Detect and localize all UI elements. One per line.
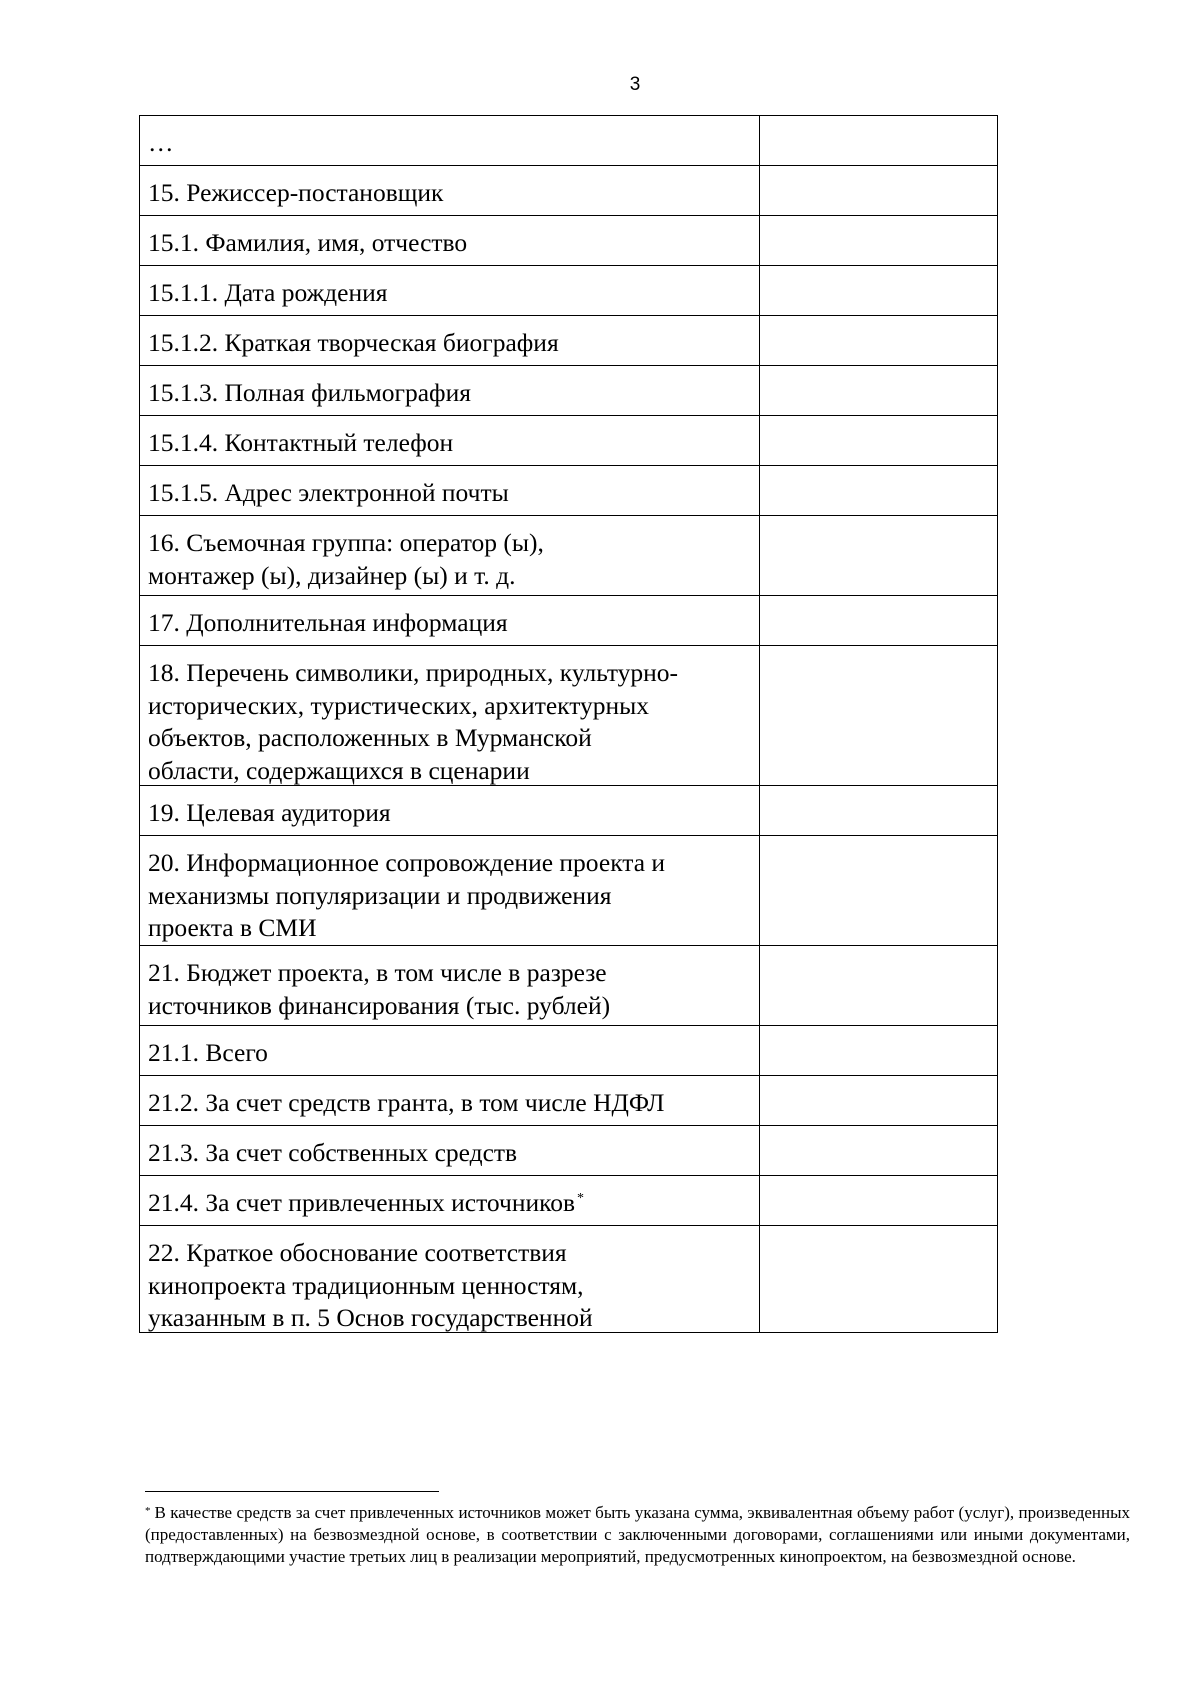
table-row <box>140 166 998 216</box>
row-label-text: 15.1.5. Адрес электронной почты <box>148 478 509 507</box>
footnote-text: В качестве средств за счет привлеченных источников может быть указана сумма, эквивалентная объему работ (услуг), произведенных (предоставленных) на безвозмездной основе, в соответствии с заключенными договорами, соглашениями или иными документами, подтверждающими участие третьих лиц в реализации мероприятий, предусмотренных кинопроектом, на безвозмездной основе. <box>145 1503 1130 1566</box>
row-label-cell <box>140 166 760 216</box>
application-form-table <box>139 115 998 1333</box>
row-value-cell <box>759 366 997 416</box>
table-row <box>140 116 998 166</box>
table-row <box>140 1026 998 1076</box>
footnote-reference: * <box>577 1191 585 1206</box>
row-value-cell <box>759 1026 997 1076</box>
table-row <box>140 216 998 266</box>
row-label-text: 20. Информационное сопровождение проекта и механизмы популяризации и продвижения проекта в СМИ <box>148 848 666 942</box>
row-label-text: 18. Перечень символики, природных, культурно- исторических, туристических, архитектурных объектов, расположенных в Мурманской области, содержащихся в сценарии <box>148 658 679 785</box>
row-label-text: 15.1.2. Краткая творческая биография <box>148 328 559 357</box>
row-label <box>140 366 759 414</box>
table-row <box>140 416 998 466</box>
row-label-cell <box>140 596 760 646</box>
row-label <box>140 836 759 944</box>
table-row <box>140 316 998 366</box>
table-body <box>140 116 998 1333</box>
row-value-cell <box>759 466 997 516</box>
row-value-cell <box>759 1176 997 1226</box>
row-label-text: 17. Дополнительная информация <box>148 608 508 637</box>
row-value-cell <box>759 946 997 1026</box>
row-label-cell <box>140 1226 760 1333</box>
row-label <box>140 646 759 784</box>
row-label-cell <box>140 836 760 946</box>
footnote-separator <box>145 1491 439 1492</box>
row-value-cell <box>759 646 997 786</box>
row-value-cell <box>759 786 997 836</box>
table-row <box>140 1076 998 1126</box>
row-label-text: 21. Бюджет проекта, в том числе в разрезе источников финансирования (тыс. рублей) <box>148 958 611 1020</box>
table-row <box>140 946 998 1026</box>
row-label-cell <box>140 266 760 316</box>
row-label-cell <box>140 416 760 466</box>
row-label-text: 15.1.1. Дата рождения <box>148 278 388 307</box>
table-row <box>140 366 998 416</box>
row-label <box>140 166 759 214</box>
row-label-text: 15.1. Фамилия, имя, отчество <box>148 228 468 257</box>
table-row <box>140 266 998 316</box>
table-row <box>140 1226 998 1333</box>
row-label <box>140 1176 759 1224</box>
row-label <box>140 516 759 594</box>
row-label <box>140 316 759 364</box>
row-label-cell <box>140 1126 760 1176</box>
row-value-cell <box>759 1126 997 1176</box>
table-row <box>140 786 998 836</box>
row-value-cell <box>759 266 997 316</box>
page-number: 3 <box>629 74 641 95</box>
row-label-text: 15.1.3. Полная фильмография <box>148 378 471 407</box>
row-label-cell <box>140 466 760 516</box>
row-value-cell <box>759 1076 997 1126</box>
table-row <box>140 596 998 646</box>
row-value-cell <box>759 216 997 266</box>
row-value-cell <box>759 116 997 166</box>
row-label-cell <box>140 316 760 366</box>
row-label-text: 16. Съемочная группа: оператор (ы), монтажер (ы), дизайнер (ы) и т. д. <box>148 528 544 590</box>
table-row <box>140 1176 998 1226</box>
row-label-cell <box>140 1026 760 1076</box>
row-value-cell <box>759 1226 997 1333</box>
row-label-cell <box>140 1076 760 1126</box>
table-row <box>140 1126 998 1176</box>
row-label <box>140 1126 759 1174</box>
row-value-cell <box>759 836 997 946</box>
table-row <box>140 646 998 786</box>
row-label-cell <box>140 786 760 836</box>
row-value-cell <box>759 596 997 646</box>
row-label <box>140 946 759 1024</box>
row-label-cell <box>140 366 760 416</box>
row-label <box>140 116 759 164</box>
table-row <box>140 836 998 946</box>
row-label-cell <box>140 946 760 1026</box>
row-label <box>140 596 759 644</box>
row-label <box>140 216 759 264</box>
row-label-cell <box>140 646 760 786</box>
row-label-text: 21.1. Всего <box>148 1038 268 1067</box>
row-label-text: 19. Целевая аудитория <box>148 798 391 827</box>
row-label-text: 21.2. За счет средств гранта, в том числе НДФЛ <box>148 1088 665 1117</box>
table-row <box>140 466 998 516</box>
table-row <box>140 516 998 596</box>
row-value-cell <box>759 166 997 216</box>
row-label-cell <box>140 216 760 266</box>
row-label-text: 21.4. За счет привлеченных источников <box>148 1188 576 1217</box>
row-value-cell <box>759 516 997 596</box>
footnote-mark: * <box>145 1505 151 1517</box>
row-label-text: 22. Краткое обоснование соответствия кинопроекта традиционным ценностям, указанным в п. 5 Основ государственной <box>148 1238 593 1332</box>
row-label <box>140 466 759 514</box>
row-label-text: 15.1.4. Контактный телефон <box>148 428 454 457</box>
row-label-cell <box>140 116 760 166</box>
row-label-text: … <box>148 128 174 157</box>
row-label <box>140 1226 759 1331</box>
row-label <box>140 1076 759 1124</box>
row-label <box>140 786 759 834</box>
row-label <box>140 416 759 464</box>
row-label-cell <box>140 1176 760 1226</box>
row-value-cell <box>759 316 997 366</box>
row-label-text: 21.3. За счет собственных средств <box>148 1138 518 1167</box>
row-label-text: 15. Режиссер-постановщик <box>148 178 444 207</box>
row-label <box>140 1026 759 1074</box>
footnote <box>145 1502 1130 1568</box>
row-label-cell <box>140 516 760 596</box>
row-label <box>140 266 759 314</box>
row-value-cell <box>759 416 997 466</box>
